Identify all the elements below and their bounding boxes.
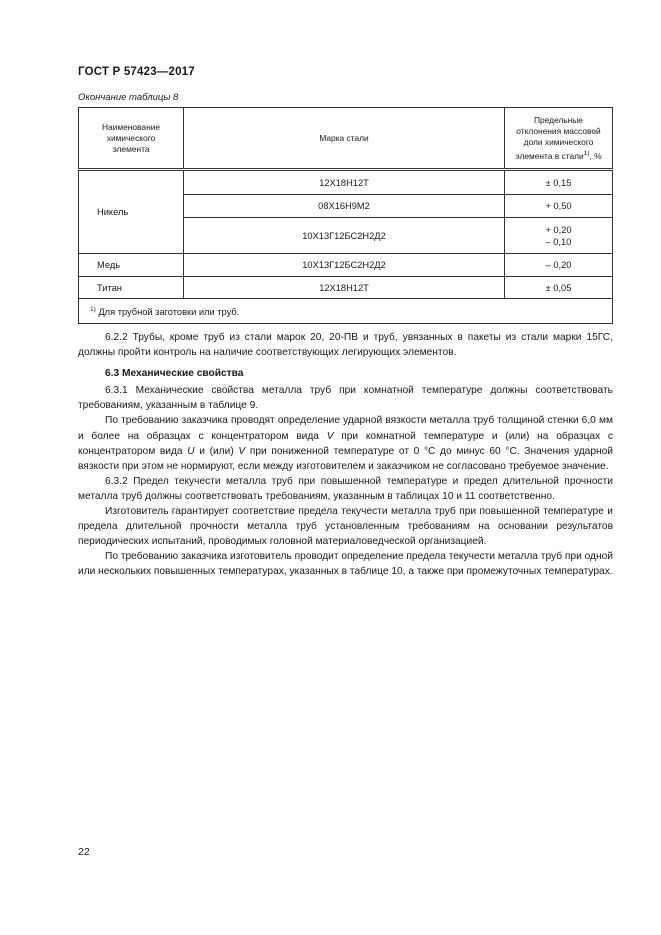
deviation-cell: ± 0,05 (505, 277, 613, 299)
grade-cell: 10Х13Г12БС2Н2Д2 (184, 254, 505, 277)
section-heading-6-3: 6.3 Механические свойства (105, 368, 244, 380)
paragraph-6-2-2: 6.2.2 Трубы, кроме труб из стали марок 20, 20-ПВ и труб, увязанных в пакеты из стали марки 15ГС, должны пройти контроль на наличие соответствующих легирующих элементов. (78, 332, 613, 359)
grade-cell: 10Х13Г12БС2Н2Д2 (184, 218, 505, 254)
body-text (78, 330, 613, 580)
deviation-cell: ± 0,15 (505, 170, 613, 195)
element-copper: Медь (79, 254, 184, 277)
paragraph-manufacturer: Изготовитель гарантирует соответствие предела текучести металла труб при повышенной температуре и предела длительной прочности металла труб установленным требованиям на основании результатов периодических испытаний, проводимых головной материаловедческой организацией. (78, 506, 613, 548)
paragraph-6-3-1: 6.3.1 Механические свойства металла труб при комнатной температуре должны соответствовать требованиям, указанным в таблице 9. (78, 385, 613, 412)
table-footnote-row (79, 299, 613, 324)
header-deviation: Предельные отклонения массовой доли химического элемента в стали$^{1)}$, % (505, 108, 613, 170)
table-row (79, 254, 613, 277)
grade-cell: 08Х16Н9М2 (184, 195, 505, 218)
header-element: Наименование химического элемента (79, 108, 184, 170)
paragraph-impact-test: По требованию заказчика проводят определение ударной вязкости металла труб толщиной стенки 6,0 мм и более на образцах с концентратором вида V при комнатной температуре и (или) на образцах с концентратором вида U и (или) V при пониженной температуре от 0 °С до минус 60 °С. Значения ударной вязкости при этом не нормируют, если между изготовителем и заказчиком не согласовано требуемое значение. (78, 415, 614, 472)
table-caption: Окончание таблицы 8 (78, 92, 179, 103)
deviation-cell: + 0,20 – 0,10 (505, 218, 613, 254)
header-grade: Марка стали (184, 108, 505, 170)
table-footnote: $^{1)}$ Для трубной заготовки или труб. (79, 299, 613, 324)
element-titanium: Титан (79, 277, 184, 299)
paragraph-customer-request: По требованию заказчика изготовитель проводит определение предела текучести металла труб при одной или нескольких повышенных температурах, указанных в таблице 10, а также при промежуточных температурах. (78, 551, 613, 578)
table-8 (78, 107, 613, 324)
grade-cell: 12Х18Н12Т (184, 170, 505, 195)
table-row (79, 277, 613, 299)
paragraph-6-3-2: 6.3.2 Предел текучести металла труб при повышенной температуре и предел длительной прочности металла труб должны соответствовать требованиям, указанным в таблицах 10 и 11 соответственно. (78, 475, 613, 502)
page-number: 22 (78, 846, 90, 858)
element-nickel: Никель (79, 170, 184, 254)
deviation-cell: – 0,20 (505, 254, 613, 277)
deviation-cell: + 0,50 (505, 195, 613, 218)
grade-cell: 12Х18Н12Т (184, 277, 505, 299)
document-header: ГОСТ Р 57423—2017 (78, 66, 195, 78)
table-row (79, 170, 613, 195)
table-header-row (79, 108, 613, 170)
